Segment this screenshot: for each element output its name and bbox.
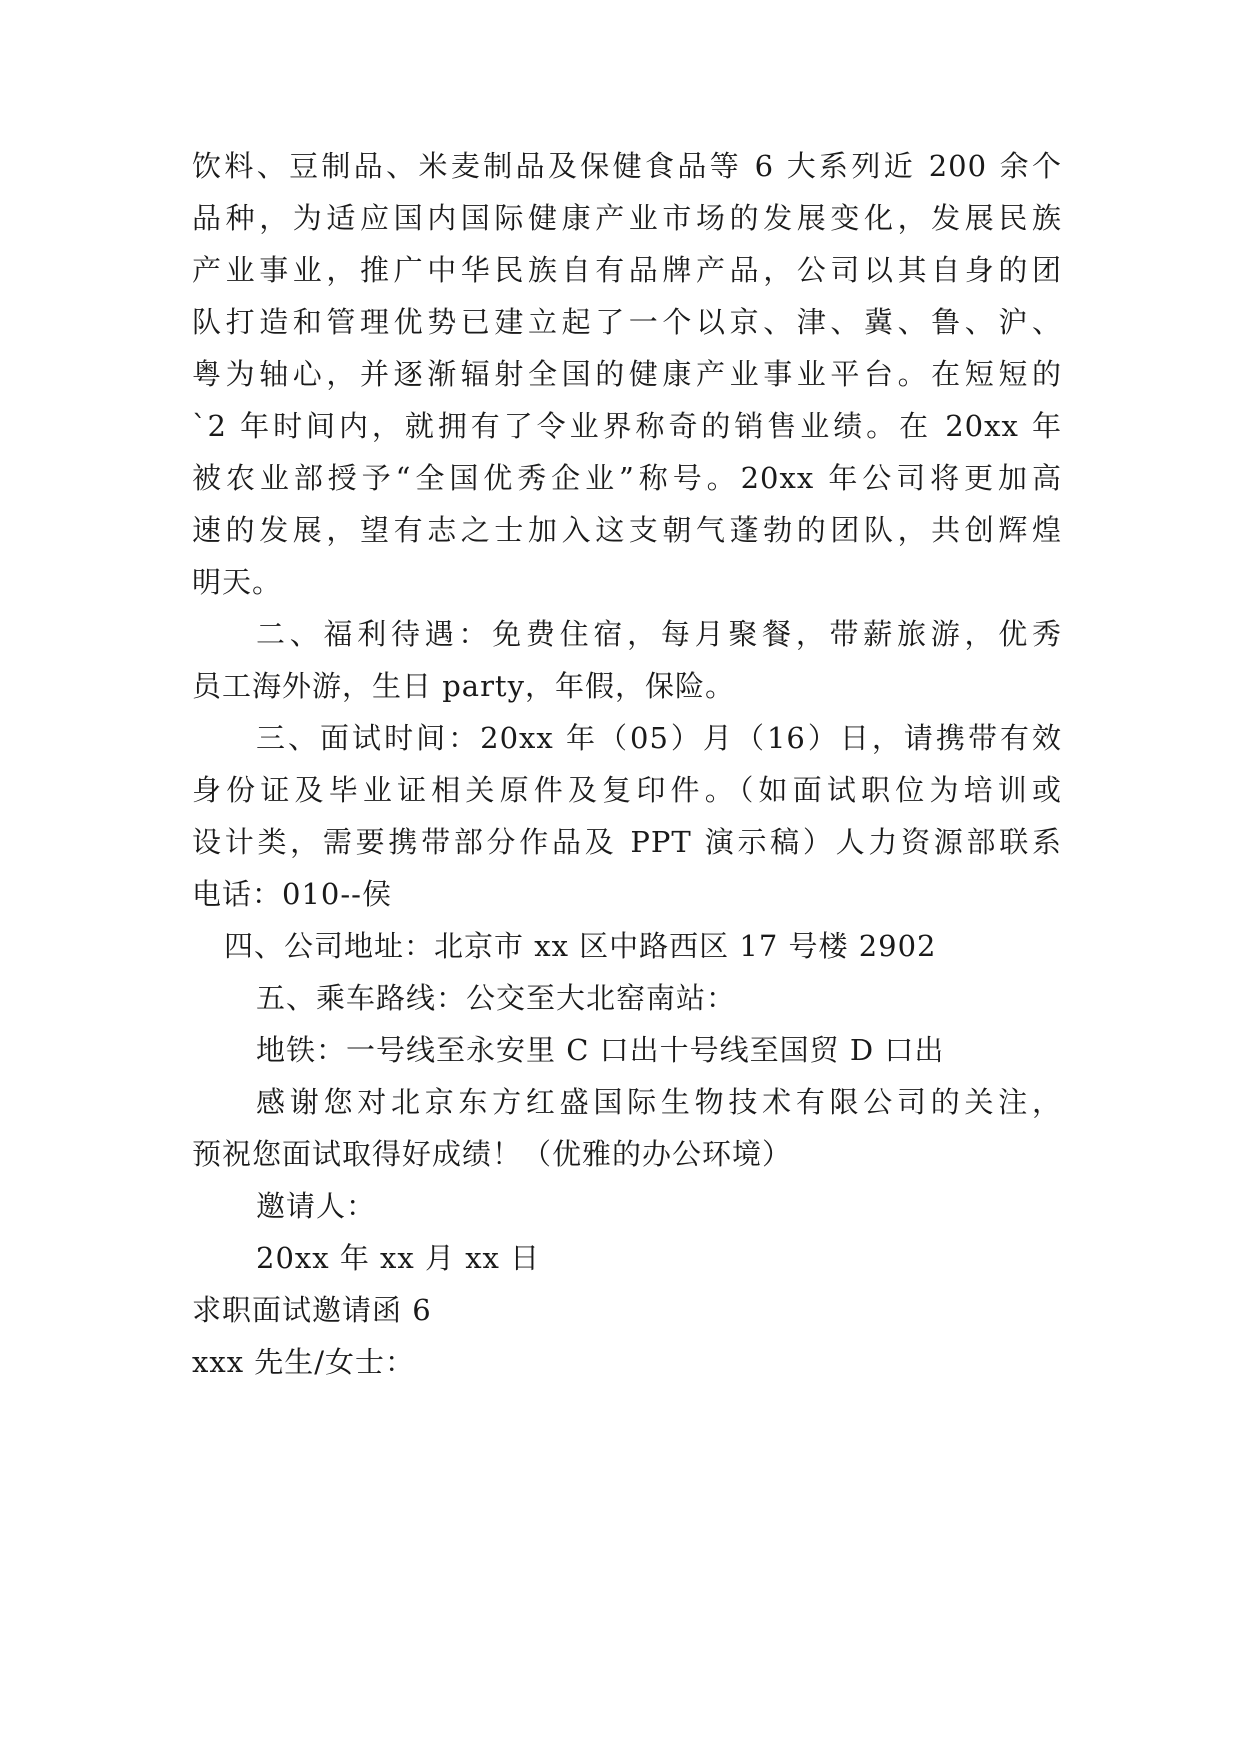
address-line: 四、公司地址：北京市 xx 区中路西区 17 号楼 2902 [224,929,937,963]
interview-time-heading-line: 三、面试时间：20xx 年（05）月（16）日，请携带有效 [256,721,1062,755]
text-line: 粤为轴心，并逐渐辐射全国的健康产业事业平台。在短短的 [192,357,1062,391]
text-line: 饮料、豆制品、米麦制品及保健食品等 6 大系列近 200 余个 [192,149,1062,183]
text-line: 被农业部授予“全国优秀企业”称号。20xx 年公司将更加高 [192,461,1062,495]
thanks-line: 感谢您对北京东方红盛国际生物技术有限公司的关注， [256,1085,1062,1119]
text-line: 明天。 [192,565,283,599]
text-line: `2 年时间内，就拥有了令业界称奇的销售业绩。在 20xx 年 [192,409,1062,443]
text-line: 速的发展，望有志之士加入这支朝气蓬勃的团队，共创辉煌 [192,513,1062,547]
salutation: xxx 先生/女士： [192,1345,416,1379]
text-line: 员工海外游，生日 party，年假，保险。 [192,669,735,703]
date-line: 20xx 年 xx 月 xx 日 [256,1241,541,1275]
phone-line: 电话：010--侯 [192,877,392,911]
subway-line: 地铁：一号线至永安里 C 口出十号线至国贸 D 口出 [256,1033,945,1067]
text-line: 身份证及毕业证相关原件及复印件。（如面试职位为培训或 [192,773,1062,807]
text-line: 设计类，需要携带部分作品及 PPT 演示稿）人力资源部联系 [192,825,1062,859]
text-line: 队打造和管理优势已建立起了一个以京、津、冀、鲁、沪、 [192,305,1062,339]
benefits-heading-line: 二、福利待遇：免费住宿，每月聚餐，带薪旅游，优秀 [256,617,1062,651]
text-line: 产业事业，推广中华民族自有品牌产品，公司以其自身的团 [192,253,1062,287]
text-line: 品种，为适应国内国际健康产业市场的发展变化，发展民族 [192,201,1062,235]
route-line: 五、乘车路线：公交至大北窑南站： [256,981,737,1015]
text-line: 预祝您面试取得好成绩！（优雅的办公环境） [192,1137,793,1171]
inviter-label: 邀请人： [256,1189,377,1223]
letter-title: 求职面试邀请函 6 [192,1293,432,1327]
